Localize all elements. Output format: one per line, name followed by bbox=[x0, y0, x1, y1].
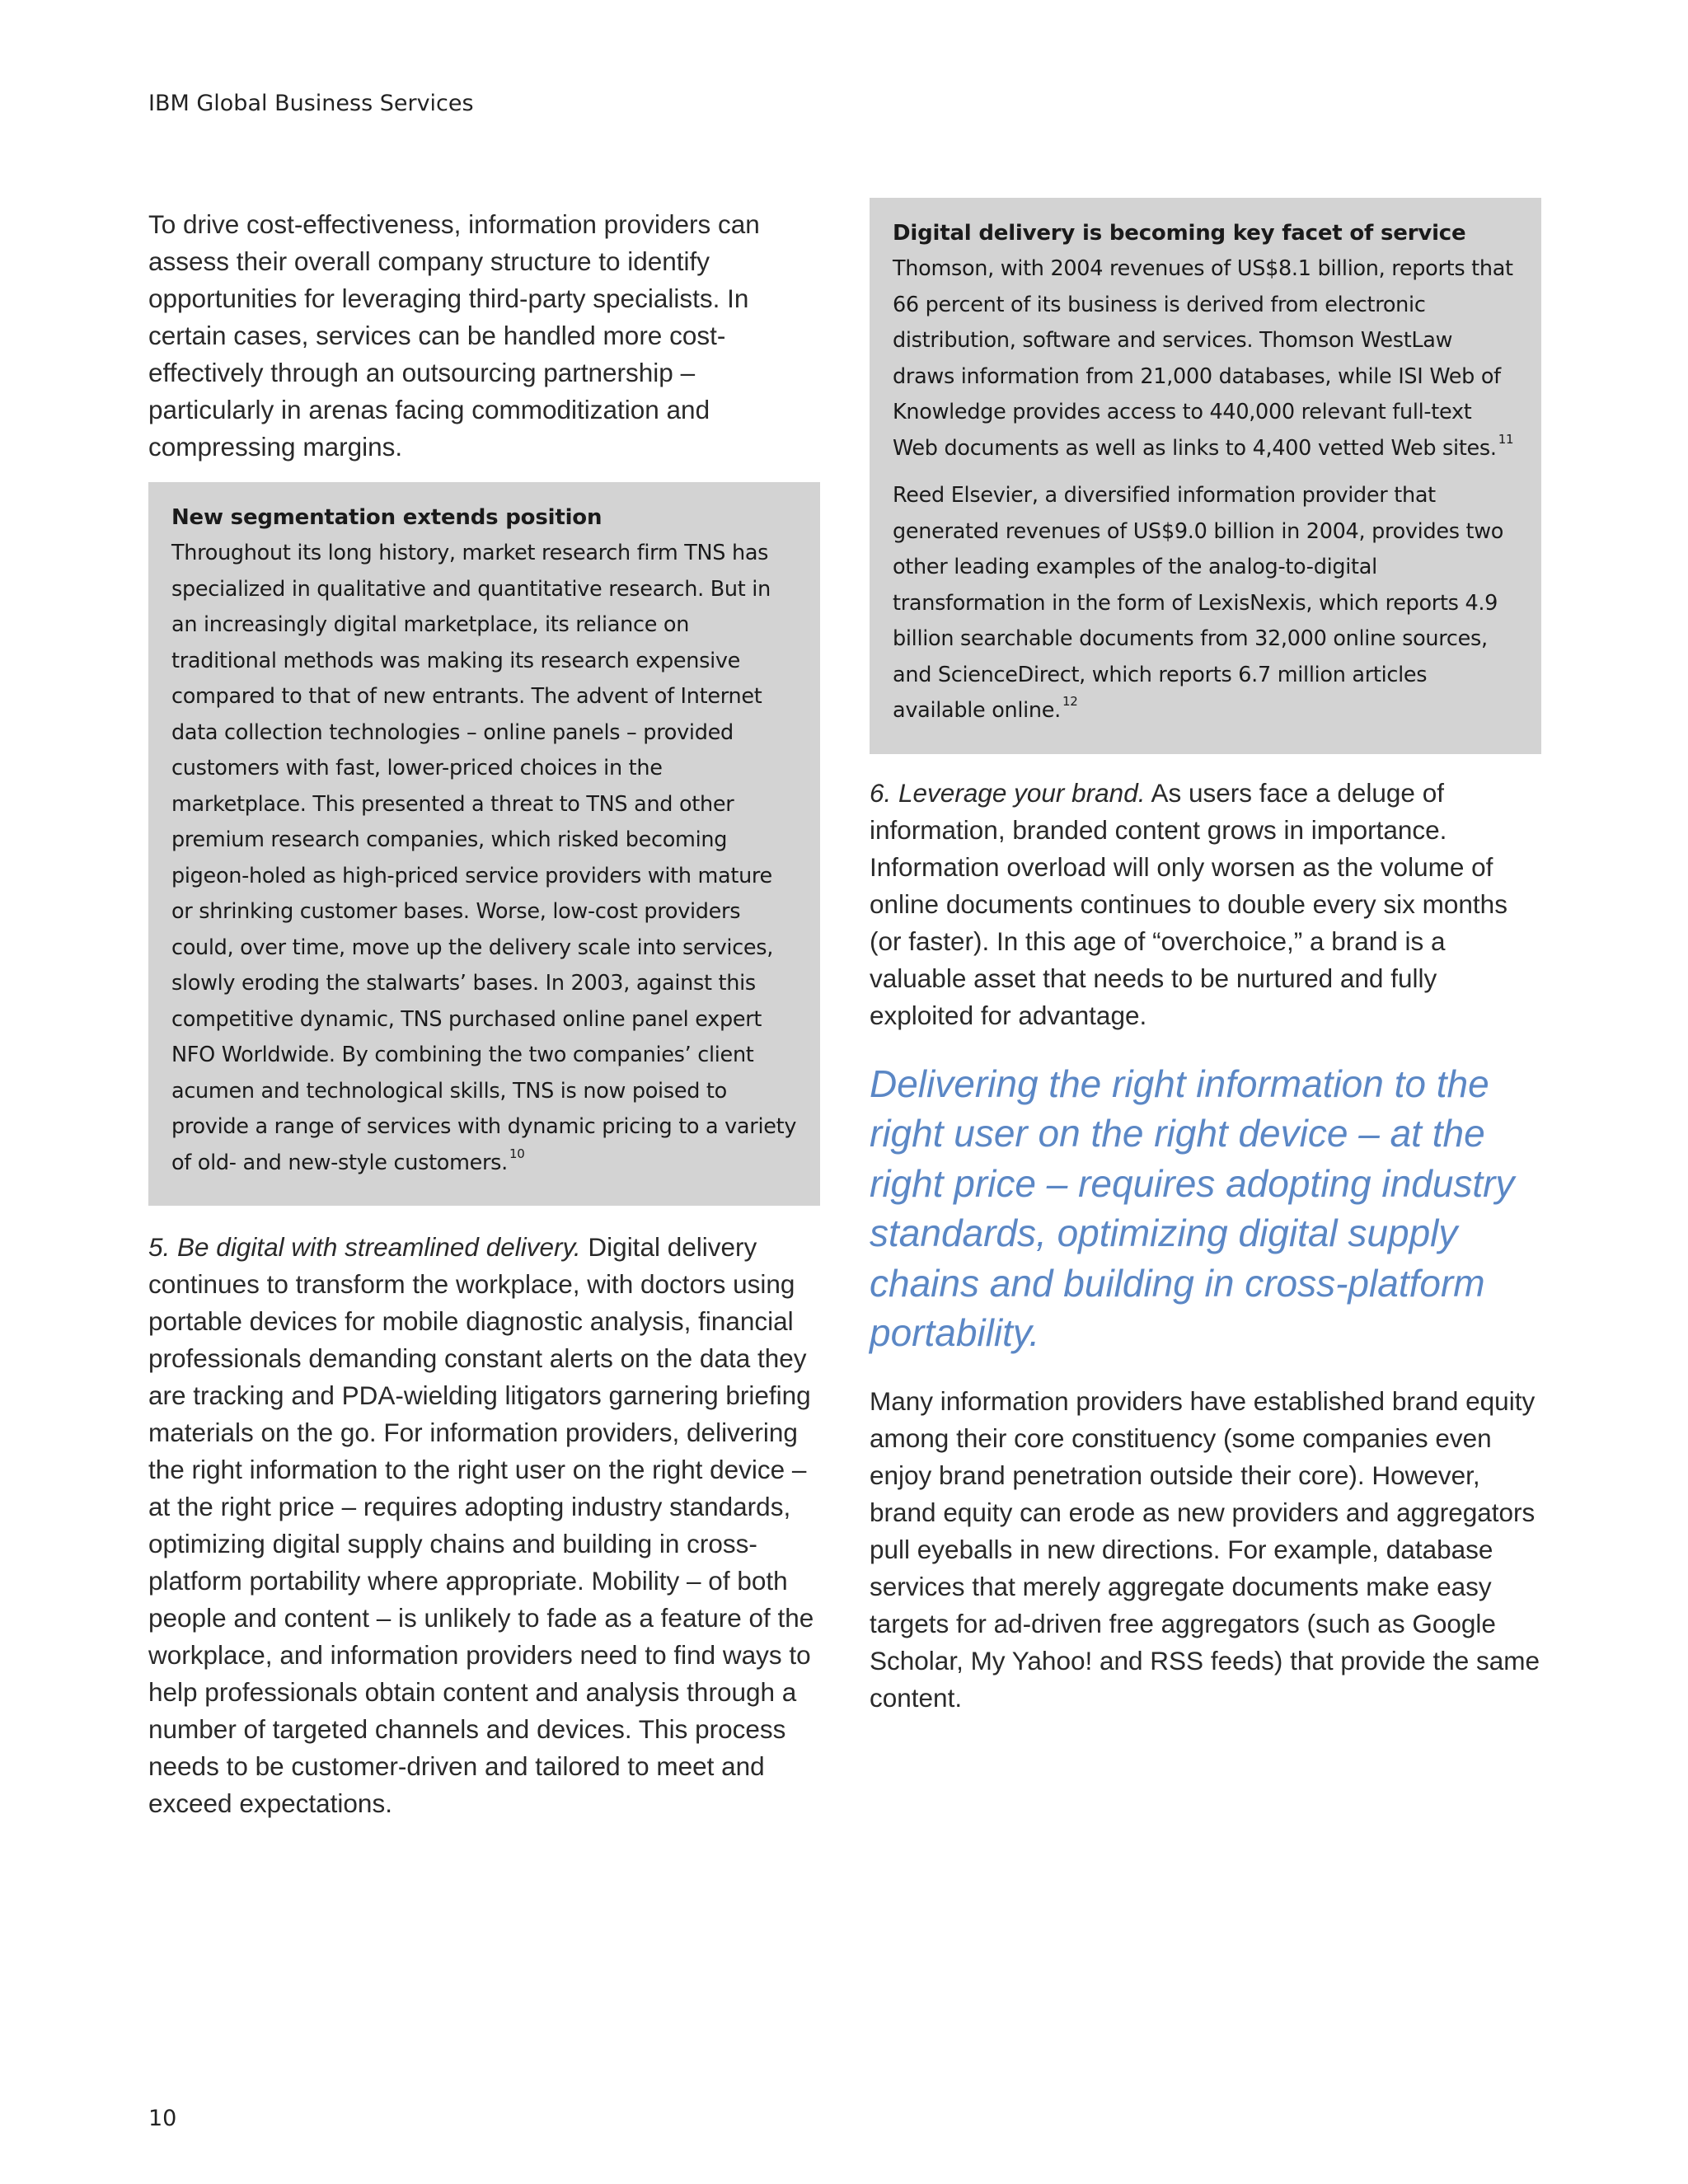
section-5-text: Digital delivery continues to transform the workplace, with doctors using portable devices for mobile diagnostic analysis, financial professionals demanding constant alerts on the data they are tracking and PDA-wielding litigators garnering briefing materials on the go. For information providers, delivering the right information to the right user on the right device – at the right price – requires adopting industry standards, optimizing digital supply chains and building in cross-platform portability where appropriate. Mobility – of both people and content – is unlikely to fade as a feature of the workplace, and information providers need to find ways to help professionals obtain content and analysis through a number of targeted channels and devices. This process needs to be customer-driven and tailored to meet and exceed expectations. bbox=[148, 1232, 814, 1818]
closing-paragraph: Many information providers have established brand equity among their core constituency (some companies even enjoy brand penetration outside their core). However, brand equity can erode as new providers and aggregators pull eyeballs in new directions. For example, database services that merely aggregate documents make easy targets for ad-driven free aggregators (such as Google Scholar, My Yahoo! and RSS feeds) that provide the same content. bbox=[870, 1385, 1540, 1713]
left-column bbox=[148, 206, 820, 1822]
sidebar-body: Reed Elsevier, a diversified information provider that generated revenues of US$9.0 billion in 2004, provides two other leading examples of the analog-to-digital transformation in the form of LexisNexis, which reports 4.9 billion searchable documents from 32,000 online sources, and ScienceDirect, which reports 6.7 million articles available online. bbox=[893, 483, 1504, 723]
intro-paragraph: To drive cost-effectiveness, information providers can assess their overall company structure to identify opportunities for leveraging third-party specialists. In certain cases, services can be handled more cost-effectively through an outsourcing partnership – particularly in arenas facing commoditization and compressing margins. bbox=[148, 209, 760, 462]
section-6-lead: 6. Leverage your brand. bbox=[870, 777, 1146, 808]
sidebar-title: Digital delivery is becoming key facet of service bbox=[893, 221, 1466, 246]
sidebar-digital-delivery bbox=[870, 198, 1541, 754]
pull-quote: Delivering the right information to the right user on the right device – at the right price – requires adopting industry standards, optimizing digital supply chains and building in cross-platform portability. bbox=[870, 1062, 1515, 1354]
sidebar-title: New segmentation extends position bbox=[171, 505, 603, 530]
sidebar-paragraph-reed-elsevier bbox=[893, 478, 1518, 729]
section-6-text: As users face a deluge of information, branded content grows in importance. Information overload will only worsen as the volume of online documents continues to double every six months (or faster). In this age of “overchoice,” a brand is a valuable asset that needs to be nurtured and fully exploited for advantage. bbox=[870, 777, 1507, 1030]
sidebar-body: Thomson, with 2004 revenues of US$8.1 billion, reports that 66 percent of its business is derived from electronic distribution, software and services. Thomson WestLaw draws information from 21,000 databases, while ISI Web of Knowledge provides access to 440,000 relevant full-text Web documents as well as links to 4,400 vetted Web sites. bbox=[893, 256, 1513, 461]
footnote-ref: 11 bbox=[1498, 431, 1514, 447]
sidebar-body: Throughout its long history, market research firm TNS has specialized in qualitative and quantitative research. But in an increasingly digital marketplace, its reliance on traditional methods was making its research expensive compared to that of new entrants. The advent of Internet data collection technologies – online panels – provided customers with fast, lower-priced choices in the marketplace. This presented a threat to TNS and other premium research companies, which risked becoming pigeon-holed as high-priced service providers with mature or shrinking customer bases. Worse, low-cost providers could, over time, move up the delivery scale into services, slowly eroding the stalwarts’ bases. In 2003, against this competitive dynamic, TNS purchased online panel expert NFO Worldwide. By combining the two companies’ client acumen and technological skills, TNS is now poised to provide a range of services with dynamic pricing to a variety of old- and new-style customers. bbox=[171, 541, 797, 1175]
sidebar-tns-case bbox=[148, 482, 820, 1206]
footnote-ref: 10 bbox=[509, 1146, 525, 1161]
right-column bbox=[870, 198, 1541, 1717]
sidebar-text bbox=[171, 536, 797, 1181]
sidebar-paragraph-thomson bbox=[893, 251, 1518, 466]
section-5-paragraph bbox=[148, 1229, 820, 1822]
section-5-lead: 5. Be digital with streamlined delivery. bbox=[148, 1232, 581, 1262]
page-number: 10 bbox=[148, 2106, 177, 2131]
section-6-paragraph bbox=[870, 775, 1541, 1034]
footnote-ref: 12 bbox=[1062, 694, 1078, 709]
running-header: IBM Global Business Services bbox=[148, 91, 474, 116]
